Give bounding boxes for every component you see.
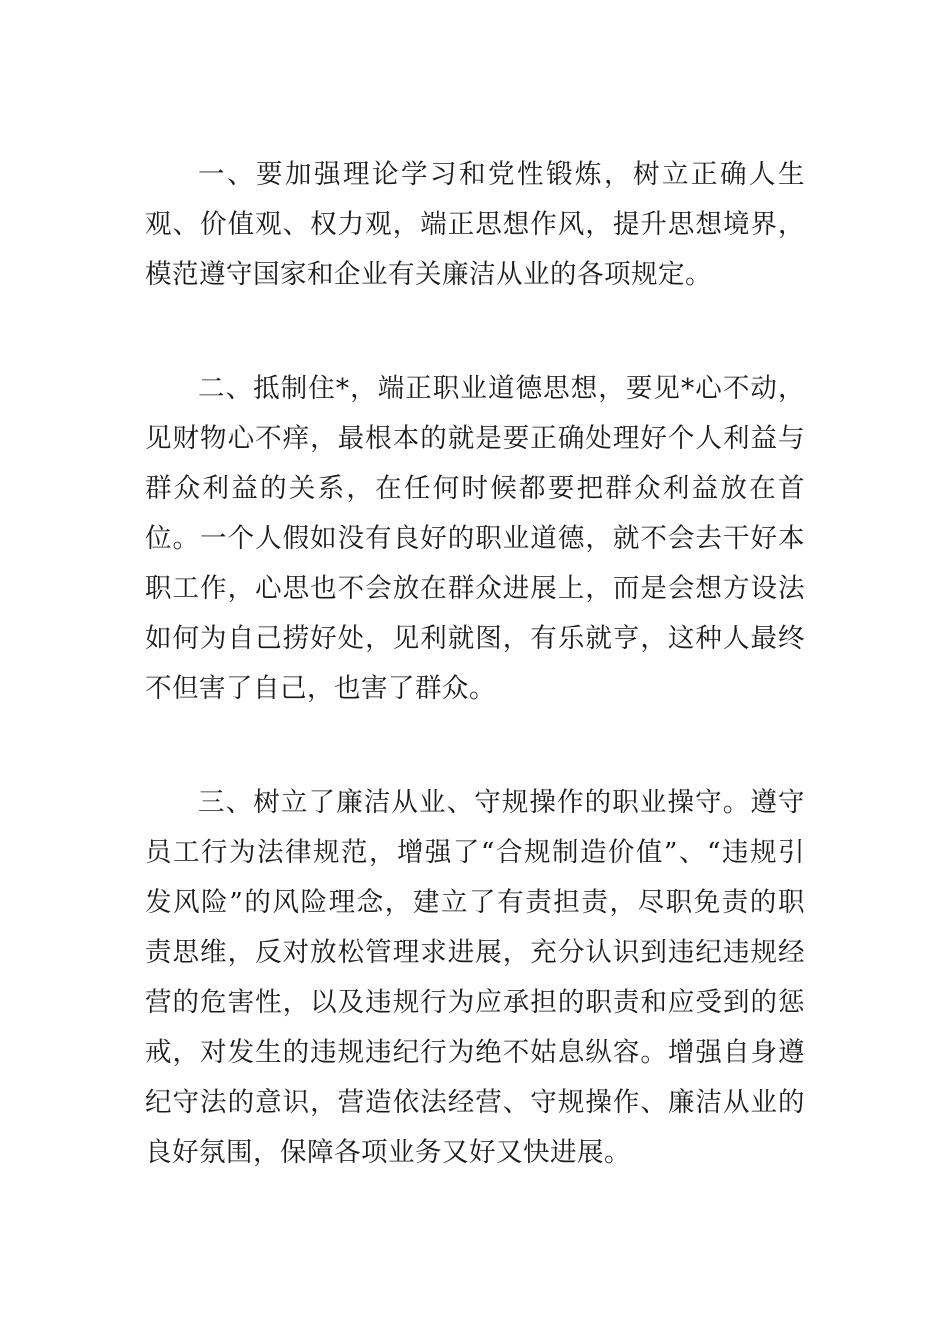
paragraph-three: 三、树立了廉洁从业、守规操作的职业操守。遵守员工行为法律规范，增强了“合规制造价值”、“违规引发风险”的风险理念，建立了有责担责，尽职免责的职责思维，反对放松管理求进展，充分认识到违纪违规经营的危害性，以及违规行为应承担的职责和应受到的惩戒，对发生的违规违纪行为绝不姑息纵容。增强自身遵纪守法的意识，营造依法经营、守规操作、廉洁从业的良好氛围，保障各项业务又好又快进展。 xyxy=(145,787,805,1168)
paragraph-one: 一、要加强理论学习和党性锻炼，树立正确人生观、价值观、权力观，端正思想作风，提升思想境界，模范遵守国家和企业有关廉洁从业的各项规定。 xyxy=(145,159,805,290)
paragraph-two: 二、抵制住*，端正职业道德思想，要见*心不动，见财物心不痒，最根本的就是要正确处理好个人利益与群众利益的关系，在任何时候都要把群众利益放在首位。一个人假如没有良好的职业道德，就不会去干好本职工作，心思也不会放在群众进展上，而是会想方设法如何为自己捞好处，见利就图，有乐就亨，这种人最终不但害了自己，也害了群众。 xyxy=(145,373,805,704)
document-body xyxy=(145,150,805,1178)
